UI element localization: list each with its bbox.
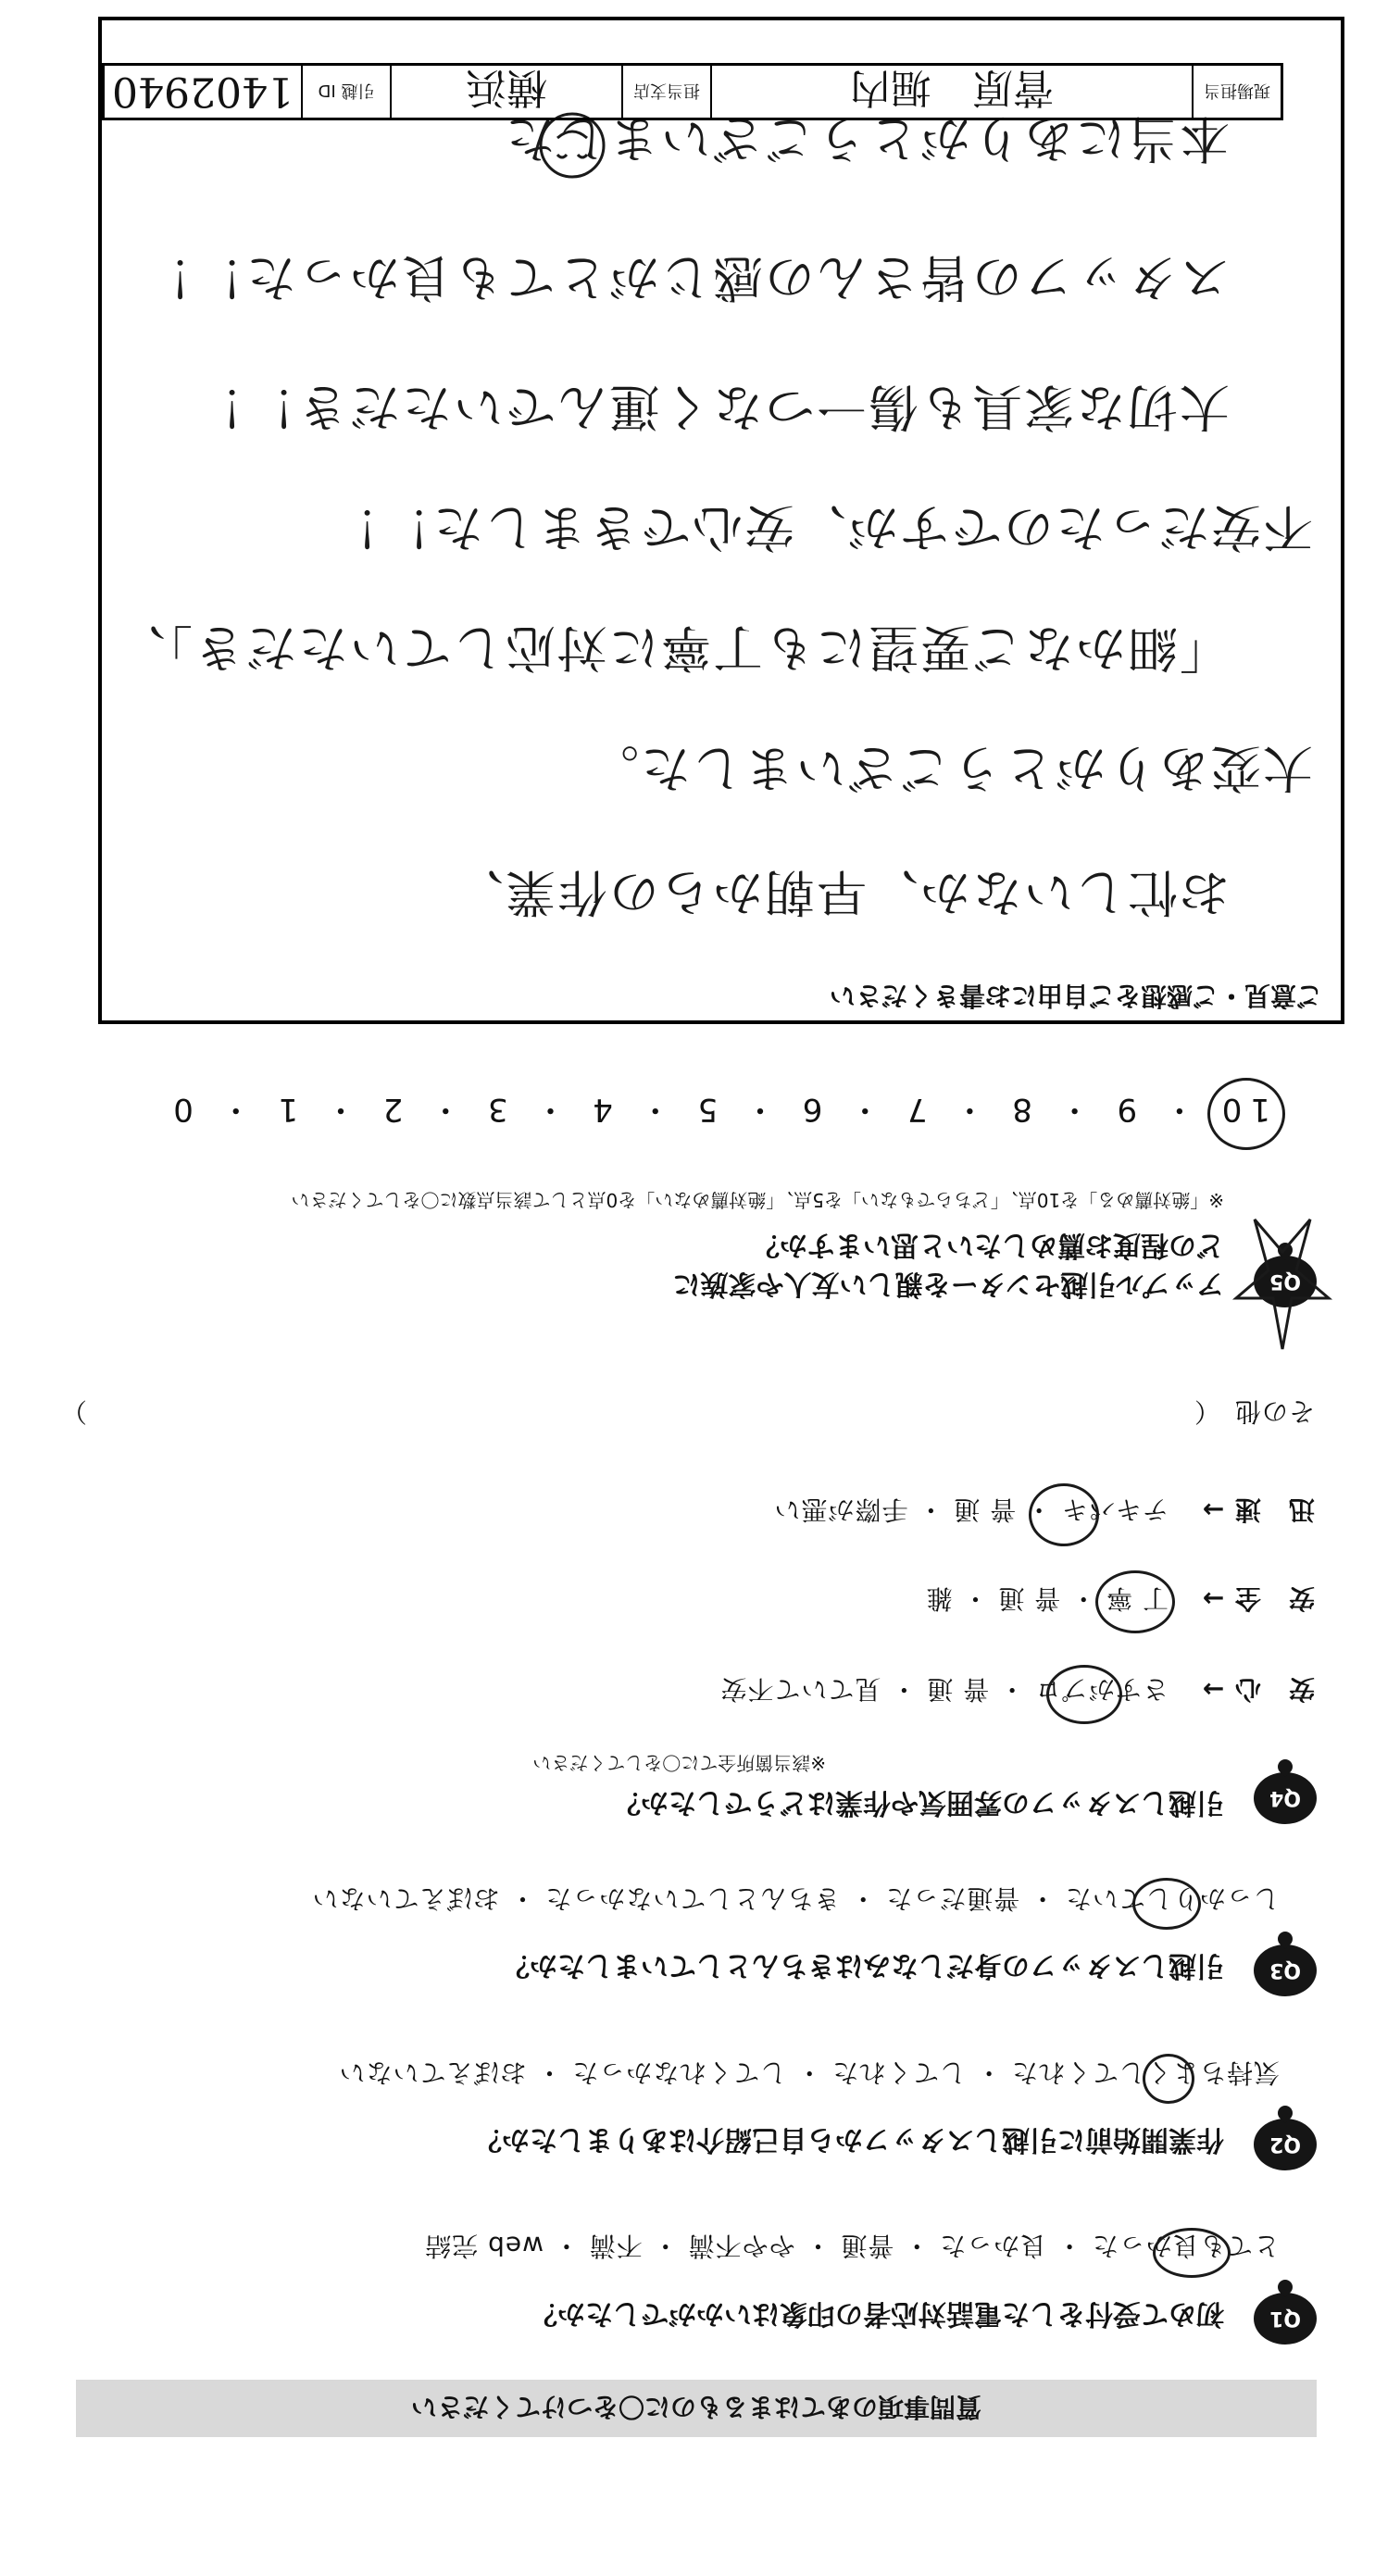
comment-line-6: スタッフの皆さんの感じがとても良かった！！ bbox=[141, 248, 1230, 306]
q5-star-scribble bbox=[1231, 1215, 1333, 1354]
q4-row-jinsoku-options: テキパキ ・ 普 通 ・ 手際が悪い bbox=[773, 1494, 1169, 1525]
q5-note: ※「絶対薦める」を10点、「どちらでもない」を5点、「絶対薦めない」を0点として該当点数に〇をしてください bbox=[291, 1189, 1224, 1211]
q4-badge: Q4 bbox=[1254, 1772, 1317, 1824]
q2-text: 作業開始前に引越しスタッフから自己紹介はありましたか？ bbox=[474, 2123, 1224, 2156]
q4-row-jinsoku-label: 迅 速 → bbox=[1201, 1494, 1315, 1525]
comment-line-4: 不安だったのですが、安心できました！！ bbox=[328, 498, 1313, 556]
footer-table bbox=[102, 63, 1283, 120]
q4-anzen-circle bbox=[1095, 1570, 1175, 1633]
q4-jinsoku-circle bbox=[1029, 1483, 1099, 1546]
footer-branch-label: 担当支店 bbox=[633, 81, 700, 100]
q4-anshin-circle bbox=[1046, 1665, 1122, 1724]
comment-line-2: 大変ありがとうございました。 bbox=[587, 739, 1313, 797]
footer-leader-value-cell bbox=[710, 66, 1192, 118]
q4-row-anzen-options: 丁 寧 ・ 普 通 ・ 雑 bbox=[925, 1583, 1169, 1614]
q3-text: 引越しスタッフの身だしなみはきちんとしていましたか？ bbox=[502, 1949, 1224, 1982]
instruction-banner bbox=[76, 2380, 1317, 2437]
q2-answer-circle bbox=[1143, 2054, 1194, 2104]
q1-options: とても良かった ・ 良かった ・ 普通 ・ やや不満 ・ 不満 ・ web 完結 bbox=[424, 2231, 1280, 2261]
comment-box bbox=[98, 17, 1344, 1024]
q1-text: 初めて受付をした電話対応者の印象はいかがでしたか？ bbox=[530, 2297, 1224, 2330]
q1-badge: Q1 bbox=[1254, 2293, 1317, 2345]
q5-answer-circle bbox=[1207, 1078, 1285, 1150]
q3-badge: Q3 bbox=[1254, 1945, 1317, 1996]
q2-block bbox=[1254, 2119, 1317, 2170]
q1-answer-circle bbox=[1153, 2228, 1231, 2278]
instruction-text: 質問事項のあてはまるものに〇をつけてください bbox=[411, 2392, 982, 2422]
q3-options: しっかりしていた ・ 普通だった ・ きちんとしていなかった ・ おぼえていない bbox=[311, 1883, 1280, 1914]
footer-branch-label-cell bbox=[621, 66, 710, 118]
q4-note: ※該当箇所全てに〇をしてください bbox=[532, 1752, 826, 1774]
footer-leader-value: 菅原 堀内 bbox=[850, 64, 1054, 111]
footer-id-label-cell bbox=[301, 66, 390, 118]
q5-scale: 10 ・ 9 ・ 8 ・ 7 ・ 6 ・ 5 ・ 4 ・ 3 ・ 2 ・ 1 ・ 0 bbox=[165, 1091, 1270, 1128]
comment-line-7: 本当にありがとうございました bbox=[504, 109, 1230, 168]
footer-branch-value: 横浜 bbox=[466, 64, 547, 111]
q2-badge: Q2 bbox=[1254, 2119, 1317, 2170]
q5-badge: Q5 bbox=[1254, 1256, 1317, 1307]
q5-text-line2: どの程度お薦めしたいと思いますか？ bbox=[752, 1229, 1224, 1261]
q3-answer-circle bbox=[1132, 1878, 1201, 1930]
footer-leader-label-cell bbox=[1192, 66, 1281, 118]
comment-line-3: 「細かなご要望にも丁寧に対応していただき」、 bbox=[114, 619, 1230, 677]
q4-text: 引越しスタッフの雰囲気や作業はどうでしたか？ bbox=[613, 1786, 1224, 1819]
q4-row-anshin-options: さすがプロ ・ 普 通 ・ 見ていて不安 bbox=[719, 1674, 1169, 1705]
footer-id-value: 1402940 bbox=[112, 68, 294, 116]
comment-title: ご意見・ご感想をご自由にお書きください bbox=[829, 981, 1322, 1011]
q1-block bbox=[1254, 2293, 1317, 2345]
q4-block bbox=[1254, 1772, 1317, 1824]
q4-row-anzen-label: 安 全 → bbox=[1201, 1583, 1315, 1614]
q2-options: 気持ちよくしてくれた ・ してくれた ・ してくれなかった ・ おぼえていない bbox=[338, 2057, 1280, 2088]
q5-text-line1: アップル引越センターを親しい友人や家族に bbox=[672, 1268, 1224, 1300]
comment-line-1: お忙しいなか、早朝からの作業、 bbox=[452, 863, 1230, 921]
footer-id-label: 引越 ID bbox=[318, 81, 375, 100]
footer-branch-value-cell bbox=[390, 66, 621, 118]
q4-row-anshin-label: 安 心 → bbox=[1201, 1674, 1315, 1705]
comment-line-5: 大切な家具も傷一つなく運んでいただき！！ bbox=[193, 378, 1230, 436]
footer-leader-label: 現場担当 bbox=[1204, 81, 1270, 100]
footer-id-value-cell bbox=[105, 66, 301, 118]
q4-other-close: ） bbox=[59, 1396, 87, 1427]
q3-block bbox=[1254, 1945, 1317, 1996]
q4-other-label: その他 （ bbox=[1193, 1396, 1315, 1427]
